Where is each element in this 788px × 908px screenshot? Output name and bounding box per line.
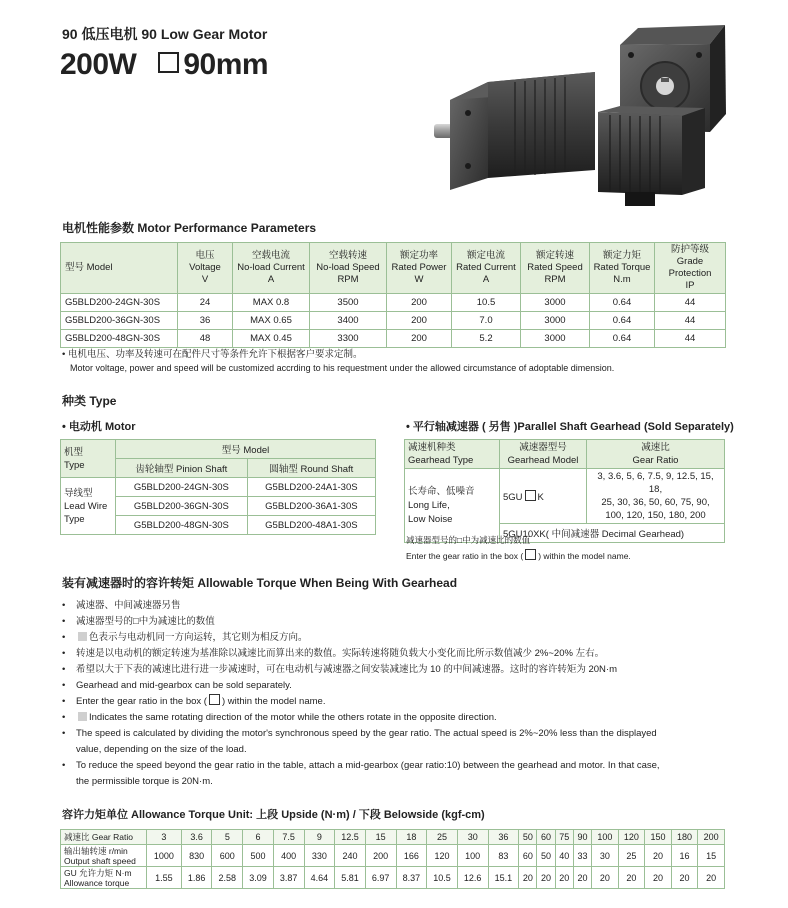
allowable-torque-cell: 20 [698, 867, 725, 889]
bullet-item: • 希望以大于下表的减速比进行进一步减速时，可在电动机与减速器之间安装减速比为 10 的中间减速器。这时的容许转矩为 20N·m [62, 662, 660, 678]
allowable-torque-cell: 5.81 [335, 867, 366, 889]
perf-cell: 0.64 [590, 294, 655, 312]
perf-cell: 3000 [521, 330, 590, 348]
perf-cell: 44 [655, 312, 726, 330]
allowable-torque-cell: 20 [555, 867, 573, 889]
perf-table [60, 242, 726, 348]
perf-col-voltage: 电压 Voltage V [178, 243, 233, 294]
gear-ratio-cell: 18 [396, 830, 427, 845]
gray-square-icon [78, 632, 87, 641]
gear-ratio-cell: 9 [304, 830, 335, 845]
torque-unit-heading: 容许力矩单位 Allowance Torque Unit: 上段 Upside (N·m) / 下段 Belowside (kgf-cm) [62, 809, 485, 821]
perf-cell: 200 [387, 312, 452, 330]
perf-col-noload-speed: 空载转速 No-load Speed RPM [310, 243, 387, 294]
output-speed-cell: 1000 [147, 845, 182, 867]
type-heading: 种类 Type [62, 394, 117, 408]
allowable-torque-cell: 1.55 [147, 867, 182, 889]
perf-row [61, 294, 726, 312]
power-rating: 200W [60, 48, 137, 81]
ratio-label: 减速比 Gear Ratio [61, 830, 147, 845]
torque-heading: 装有减速器时的容许转矩 Allowable Torque When Being With Gearhead [62, 576, 458, 590]
gear-ratio-cell: 50 [519, 830, 537, 845]
allowable-torque-cell: 8.37 [396, 867, 427, 889]
output-speed-cell: 500 [243, 845, 274, 867]
perf-cell: 0.64 [590, 312, 655, 330]
perf-heading: 电机性能参数 Motor Performance Parameters [62, 221, 317, 235]
mid-gearbox-value: 5GU10XK( 中间减速器 Decimal Gearhead) [500, 524, 725, 543]
perf-cell: 3000 [521, 312, 590, 330]
motor-type-col: 机型 Type [61, 440, 116, 478]
gear-ratio-cell: 100 [592, 830, 619, 845]
perf-col-noload-current: 空载电流 No-load Current A [233, 243, 310, 294]
ratio-box-icon [525, 549, 536, 560]
allowable-torque-cell: 20 [618, 867, 645, 889]
torque-bullets [62, 598, 660, 790]
gear-ratio-cell: 25 [427, 830, 458, 845]
allowable-torque-cell: 20 [519, 867, 537, 889]
allowable-torque-cell: 10.5 [427, 867, 458, 889]
output-speed-cell: 83 [488, 845, 519, 867]
gear-ratio-cell: 7.5 [273, 830, 304, 845]
perf-cell: 200 [387, 294, 452, 312]
allowable-torque-cell: 1.86 [181, 867, 212, 889]
gear-ratio-cell: 5 [212, 830, 243, 845]
speed-label: 输出轴转速 r/min Output shaft speed [61, 845, 147, 867]
perf-row [61, 330, 726, 348]
output-speed-cell: 25 [618, 845, 645, 867]
gearhead-heading: • 平行轴减速器 ( 另售 )Parallel Shaft Gearhead (Sold Separately) [406, 421, 734, 433]
motor-heading: • 电动机 Motor [62, 421, 136, 433]
perf-cell: 48 [178, 330, 233, 348]
ratio-box-icon [209, 694, 220, 705]
perf-cell: MAX 0.8 [233, 294, 310, 312]
motor-model-header: 型号 Model [116, 440, 376, 459]
perf-header-row [61, 243, 726, 294]
output-speed-cell: 600 [212, 845, 243, 867]
gear-ratio-value: 3, 3.6, 5, 6, 7.5, 9, 12.5, 15, 18, 25, 30, 36, 50, 60, 75, 90, 100, 120, 150, 180, 200 [587, 469, 725, 524]
perf-cell: 3300 [310, 330, 387, 348]
gearhead-table [404, 439, 725, 543]
allowable-torque-cell: 2.58 [212, 867, 243, 889]
bullet-item: • The speed is calculated by dividing the motor's synchronous speed by the gear ratio. The actual speed is 2%~20% less than the displayed value, depending on the size of the load. [62, 726, 660, 758]
allowable-torque-cell: 20 [537, 867, 555, 889]
allowable-torque-cell: 12.6 [457, 867, 488, 889]
gear-ratio-cell: 75 [555, 830, 573, 845]
perf-col-rated-speed: 额定转速 Rated Speed RPM [521, 243, 590, 294]
output-speed-cell: 240 [335, 845, 366, 867]
round-model: G5BLD200-24A1-30S [247, 478, 375, 497]
allowable-torque-cell: 20 [645, 867, 672, 889]
gear-ratio-cell: 12.5 [335, 830, 366, 845]
motor-product-image [420, 20, 740, 215]
perf-col-protection: 防护等级 Grade Protection IP [655, 243, 726, 294]
output-speed-cell: 200 [365, 845, 396, 867]
allowable-torque-cell: 4.64 [304, 867, 335, 889]
output-speed-cell: 30 [592, 845, 619, 867]
allowable-torque-cell: 20 [573, 867, 591, 889]
torque-table [60, 829, 725, 889]
round-model: G5BLD200-36A1-30S [247, 497, 375, 516]
allowable-torque-cell: 20 [671, 867, 698, 889]
perf-cell: 3400 [310, 312, 387, 330]
gray-square-icon [78, 712, 87, 721]
gear-ratio-cell: 15 [365, 830, 396, 845]
perf-col-rated-power: 额定功率 Rated Power W [387, 243, 452, 294]
gear-ratio-cell: 30 [457, 830, 488, 845]
perf-cell: 24 [178, 294, 233, 312]
motor-type-table [60, 439, 376, 535]
pinion-model: G5BLD200-48GN-30S [116, 516, 248, 535]
allowable-torque-cell: 20 [592, 867, 619, 889]
bullet-item: • Gearhead and mid-gearbox can be sold separately. [62, 678, 660, 694]
output-speed-cell: 50 [537, 845, 555, 867]
perf-col-model: 型号 Model [61, 243, 178, 294]
allowable-torque-cell: 15.1 [488, 867, 519, 889]
frame-size: 90mm [183, 48, 269, 81]
perf-cell: 5.2 [452, 330, 521, 348]
ratio-row [61, 830, 725, 845]
gear-ratio-cell: 6 [243, 830, 274, 845]
output-speed-cell: 120 [427, 845, 458, 867]
output-speed-cell: 16 [671, 845, 698, 867]
perf-note-en: Motor voltage, power and speed will be customized accrding to his requestment under the allowed circumstance of adoptable dimension. [70, 363, 615, 373]
gearhead-type-header: 减速机种类 Gearhead Type [405, 440, 500, 469]
perf-cell: G5BLD200-48GN-30S [61, 330, 178, 348]
allowable-torque-cell: 6.97 [365, 867, 396, 889]
square-symbol-icon [158, 52, 179, 73]
speed-row [61, 845, 725, 867]
page-title [60, 48, 268, 82]
output-speed-cell: 830 [181, 845, 212, 867]
pinion-shaft-header: 齿轮轴型 Pinion Shaft [116, 459, 248, 478]
perf-cell: MAX 0.65 [233, 312, 310, 330]
gear-ratio-cell: 200 [698, 830, 725, 845]
output-speed-cell: 400 [273, 845, 304, 867]
perf-cell: 200 [387, 330, 452, 348]
perf-cell: 36 [178, 312, 233, 330]
bullet-item: • 色表示与电动机同一方向运转，其它则为相反方向。 [62, 630, 660, 646]
pinion-model: G5BLD200-36GN-30S [116, 497, 248, 516]
perf-cell: 10.5 [452, 294, 521, 312]
bullet-item: • 减速器、中间减速器另售 [62, 598, 660, 614]
perf-cell: MAX 0.45 [233, 330, 310, 348]
perf-row [61, 312, 726, 330]
allowable-torque-cell: 3.87 [273, 867, 304, 889]
perf-cell: 44 [655, 330, 726, 348]
output-speed-cell: 100 [457, 845, 488, 867]
bullet-item: • Enter the gear ratio in the box ( ) within the model name. [62, 694, 660, 710]
gear-ratio-header: 减速比 Gear Ratio [587, 440, 725, 469]
bullet-item: • Indicates the same rotating direction of the motor while the others rotate in the opposite direction. [62, 710, 660, 726]
bullet-item: • 减速器型号的□中为减速比的数值 [62, 614, 660, 630]
ratio-box-icon [525, 490, 536, 501]
bullet-item: • To reduce the speed beyond the gear ratio in the table, attach a mid-gearbox (gear ratio:10) between the gearhead and motor. In that case, the permissible torque is 20N·m. [62, 758, 660, 790]
perf-col-rated-current: 额定电流 Rated Current A [452, 243, 521, 294]
output-speed-cell: 15 [698, 845, 725, 867]
perf-cell: 7.0 [452, 312, 521, 330]
perf-cell: 3500 [310, 294, 387, 312]
gearhead-type-value: 长寿命、低噪音 Long Life, Low Noise [405, 469, 500, 543]
gear-ratio-cell: 120 [618, 830, 645, 845]
gearhead-model-header: 减速器型号 Gearhead Model [500, 440, 587, 469]
page-subtitle: 90 低压电机 90 Low Gear Motor [62, 26, 268, 42]
round-shaft-header: 圆轴型 Round Shaft [247, 459, 375, 478]
pinion-model: G5BLD200-24GN-30S [116, 478, 248, 497]
gear-ratio-cell: 150 [645, 830, 672, 845]
output-speed-cell: 166 [396, 845, 427, 867]
perf-cell: 3000 [521, 294, 590, 312]
perf-col-rated-torque: 额定力矩 Rated Torque N.m [590, 243, 655, 294]
round-model: G5BLD200-48A1-30S [247, 516, 375, 535]
perf-cell: G5BLD200-24GN-30S [61, 294, 178, 312]
gearhead-model-value: 5GU K [500, 469, 587, 524]
output-speed-cell: 33 [573, 845, 591, 867]
gear-ratio-cell: 180 [671, 830, 698, 845]
output-speed-cell: 60 [519, 845, 537, 867]
output-speed-cell: 330 [304, 845, 335, 867]
bullet-item: • 转速是以电动机的额定转速为基准除以减速比而算出来的数值。实际转速将随负载大小变化而比所示数值减少 2%~20% 左右。 [62, 646, 660, 662]
perf-cell: 44 [655, 294, 726, 312]
gear-note-cn: 减速器型号的□中为减速比的数值 [406, 535, 531, 545]
gear-note-en: Enter the gear ratio in the box ( ) within the model name. [406, 551, 631, 561]
output-speed-cell: 20 [645, 845, 672, 867]
torque-label: GU 允许力矩 N·m Allowance torque [61, 867, 147, 889]
gear-ratio-cell: 3 [147, 830, 182, 845]
allowable-torque-row [61, 867, 725, 889]
perf-note-cn: • 电机电压、功率及转速可在配件尺寸等条件允许下根据客户要求定制。 [62, 349, 363, 360]
lead-wire-type-label: 导线型 Lead Wire Type [61, 478, 116, 535]
gear-ratio-cell: 3.6 [181, 830, 212, 845]
perf-cell: 0.64 [590, 330, 655, 348]
gear-ratio-cell: 60 [537, 830, 555, 845]
gear-ratio-cell: 90 [573, 830, 591, 845]
perf-cell: G5BLD200-36GN-30S [61, 312, 178, 330]
gear-ratio-cell: 36 [488, 830, 519, 845]
output-speed-cell: 40 [555, 845, 573, 867]
allowable-torque-cell: 3.09 [243, 867, 274, 889]
